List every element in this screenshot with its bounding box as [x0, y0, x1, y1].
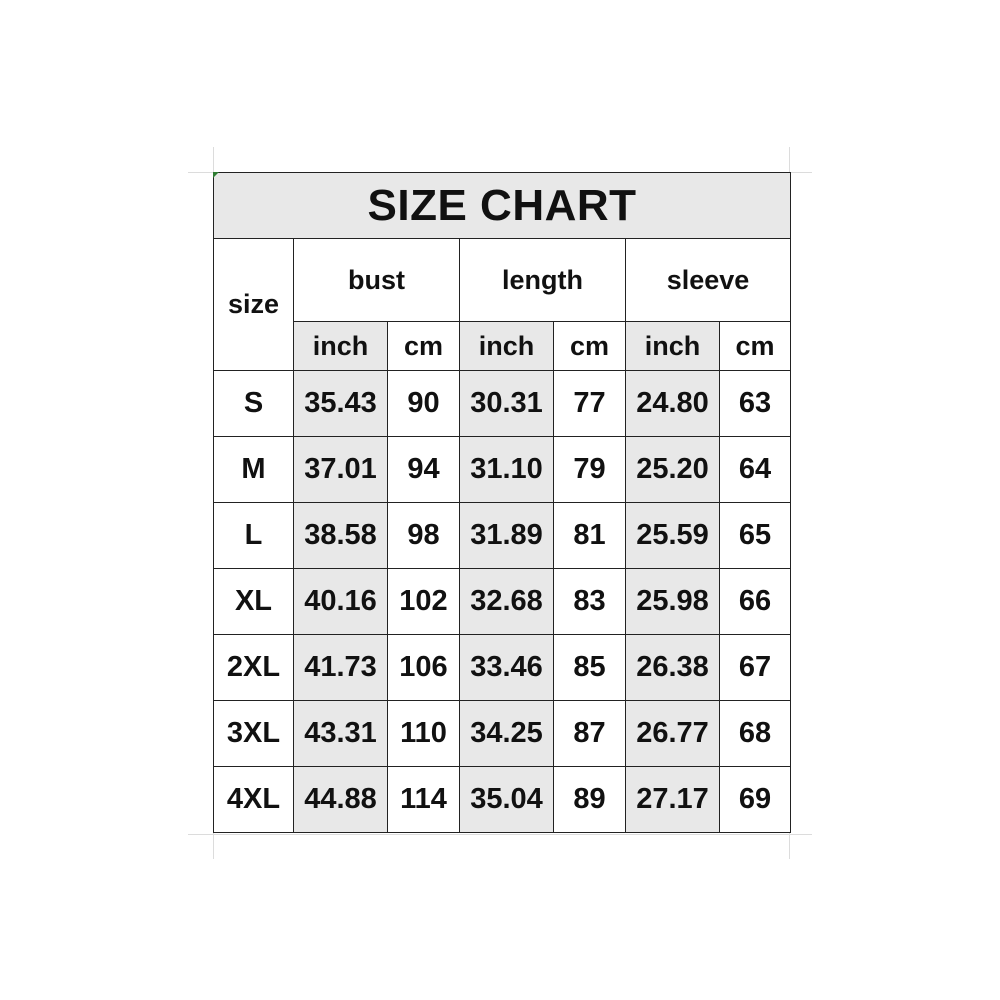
cell-length-cm: 87: [554, 701, 626, 767]
group-header-bust: bust: [294, 239, 460, 322]
cell-length-cm: 77: [554, 371, 626, 437]
table-row: [214, 503, 791, 569]
unit-header-sleeve-cm: cm: [720, 322, 791, 371]
cell-length-inch: 32.68: [460, 569, 554, 635]
cell-sleeve-cm: 63: [720, 371, 791, 437]
cell-length-inch: 33.46: [460, 635, 554, 701]
cell-bust-cm: 106: [388, 635, 460, 701]
cell-bust-inch: 43.31: [294, 701, 388, 767]
cell-length-cm: 81: [554, 503, 626, 569]
cell-bust-inch: 37.01: [294, 437, 388, 503]
cell-length-cm: 85: [554, 635, 626, 701]
cell-sleeve-inch: 26.38: [626, 635, 720, 701]
size-chart-table: [213, 172, 791, 833]
cell-length-cm: 89: [554, 767, 626, 833]
size-label: XL: [214, 569, 294, 635]
unit-header-bust-inch: inch: [294, 322, 388, 371]
cell-length-cm: 83: [554, 569, 626, 635]
cell-corner-marker: [213, 172, 219, 178]
cell-length-inch: 31.10: [460, 437, 554, 503]
cell-sleeve-inch: 26.77: [626, 701, 720, 767]
cell-sleeve-cm: 65: [720, 503, 791, 569]
cell-sleeve-cm: 67: [720, 635, 791, 701]
cell-sleeve-cm: 66: [720, 569, 791, 635]
table-row: [214, 437, 791, 503]
cell-length-cm: 79: [554, 437, 626, 503]
cell-length-inch: 35.04: [460, 767, 554, 833]
table-row: [214, 371, 791, 437]
group-header-length: length: [460, 239, 626, 322]
cell-length-inch: 30.31: [460, 371, 554, 437]
cell-sleeve-inch: 25.98: [626, 569, 720, 635]
cell-length-inch: 31.89: [460, 503, 554, 569]
size-label: 4XL: [214, 767, 294, 833]
cell-bust-inch: 44.88: [294, 767, 388, 833]
cell-sleeve-cm: 68: [720, 701, 791, 767]
size-label: M: [214, 437, 294, 503]
cell-bust-inch: 38.58: [294, 503, 388, 569]
table-row: [214, 767, 791, 833]
size-label: 2XL: [214, 635, 294, 701]
cell-bust-inch: 40.16: [294, 569, 388, 635]
unit-header-length-inch: inch: [460, 322, 554, 371]
sheet-gridline: [188, 834, 812, 835]
cell-bust-cm: 90: [388, 371, 460, 437]
size-label: 3XL: [214, 701, 294, 767]
cell-length-inch: 34.25: [460, 701, 554, 767]
group-header-sleeve: sleeve: [626, 239, 791, 322]
unit-header-bust-cm: cm: [388, 322, 460, 371]
table-row: [214, 635, 791, 701]
table-row: [214, 569, 791, 635]
table-row: [214, 701, 791, 767]
cell-bust-inch: 35.43: [294, 371, 388, 437]
cell-sleeve-cm: 64: [720, 437, 791, 503]
chart-title: SIZE CHART: [214, 173, 791, 239]
cell-sleeve-inch: 24.80: [626, 371, 720, 437]
unit-header-length-cm: cm: [554, 322, 626, 371]
cell-sleeve-inch: 25.20: [626, 437, 720, 503]
unit-header-sleeve-inch: inch: [626, 322, 720, 371]
size-label: S: [214, 371, 294, 437]
cell-bust-inch: 41.73: [294, 635, 388, 701]
cell-bust-cm: 98: [388, 503, 460, 569]
size-column-header: size: [214, 239, 294, 371]
cell-sleeve-inch: 27.17: [626, 767, 720, 833]
cell-sleeve-cm: 69: [720, 767, 791, 833]
cell-sleeve-inch: 25.59: [626, 503, 720, 569]
title-row: [214, 173, 791, 239]
group-header-row: [214, 239, 791, 322]
unit-header-row: [214, 322, 791, 371]
cell-bust-cm: 102: [388, 569, 460, 635]
cell-bust-cm: 110: [388, 701, 460, 767]
cell-bust-cm: 114: [388, 767, 460, 833]
cell-bust-cm: 94: [388, 437, 460, 503]
size-label: L: [214, 503, 294, 569]
